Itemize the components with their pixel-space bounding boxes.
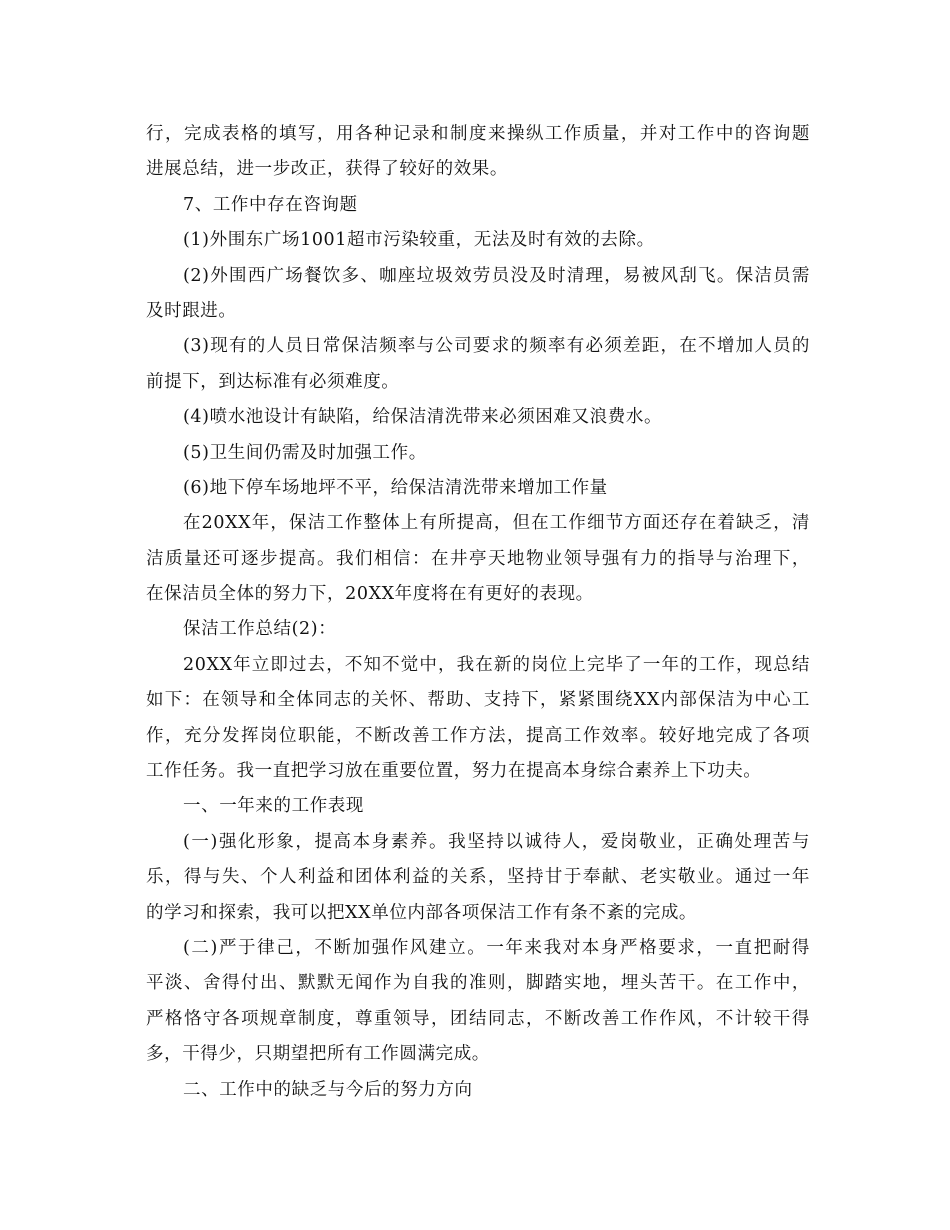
text-line: 工作任务。我一直把学习放在重要位置，努力在提高本身综合素养上下功夫。 [146,761,762,782]
text-line: 及时跟进。 [146,300,237,321]
text-line: 的学习和探索，我可以把XX单位内部各项保洁工作有条不紊的完成。 [146,902,698,923]
text-line: (二)严于律己，不断加强作风建立。一年来我对本身严格要求，一直把耐得 [183,937,810,958]
section-heading: 保洁工作总结(2)： [183,619,337,640]
text-line: 多，干得少，只期望把所有工作圆满完成。 [146,1044,490,1065]
section-heading: 一、一年来的工作表现 [183,796,364,817]
text-line: 乐，得与失、个人利益和团体利益的关系，坚持甘于奉献、老实敬业。通过一年 [146,867,810,888]
document-page [146,117,810,1108]
text-line: 平淡、舍得付出、默默无闻作为自我的准则，脚踏实地，埋头苦干。在工作中， [146,973,810,994]
text-line: 前提下，到达标准有必须难度。 [146,371,400,392]
text-line: 在保洁员全体的努力下，20XX年度将在有更好的表现。 [146,584,594,605]
text-line: 在20XX年，保洁工作整体上有所提高，但在工作细节方面还存在着缺乏，清 [183,513,810,534]
list-item: (4)喷水池设计有缺陷，给保洁清洗带来必须困难又浪费水。 [183,407,663,428]
text-line: (一)强化形象，提高本身素养。我坚持以诚待人，爱岗敬业，正确处理苦与 [183,831,810,852]
text-line: 洁质量还可逐步提高。我们相信：在井亭天地物业领导强有力的指导与治理下， [146,548,810,569]
list-item: (5)卫生间仍需及时加强工作。 [183,442,427,463]
text-line: 进展总结，进一步改正，获得了较好的效果。 [146,159,508,180]
text-line: 行，完成表格的填写，用各种记录和制度来操纵工作质量，并对工作中的咨询题 [146,124,810,144]
text-line: 作，充分发挥岗位职能，不断改善工作方法，提高工作效率。较好地完成了各项 [146,725,810,746]
text-line: 20XX年立即过去，不知不觉中，我在新的岗位上完毕了一年的工作，现总结 [183,654,810,675]
list-item: (1)外围东广场1001超市污染较重，无法及时有效的去除。 [183,230,655,251]
section-heading: 7、工作中存在咨询题 [183,194,358,215]
text-line: 如下：在领导和全体同志的关怀、帮助、支持下，紧紧围绕XX内部保洁为中心工 [146,690,810,711]
list-item: (6)地下停车场地坪不平，给保洁清洗带来增加工作量 [183,477,608,498]
text-line: 严格恪守各项规章制度，尊重领导，团结同志，不断改善工作作风，不计较干得 [146,1008,810,1029]
section-heading: 二、工作中的缺乏与今后的努力方向 [183,1079,473,1100]
list-item: (3)现有的人员日常保洁频率与公司要求的频率有必须差距，在不增加人员的 [183,336,810,357]
list-item: (2)外围西广场餐饮多、咖座垃圾效劳员没及时清理，易被风刮飞。保洁员需 [183,265,810,286]
